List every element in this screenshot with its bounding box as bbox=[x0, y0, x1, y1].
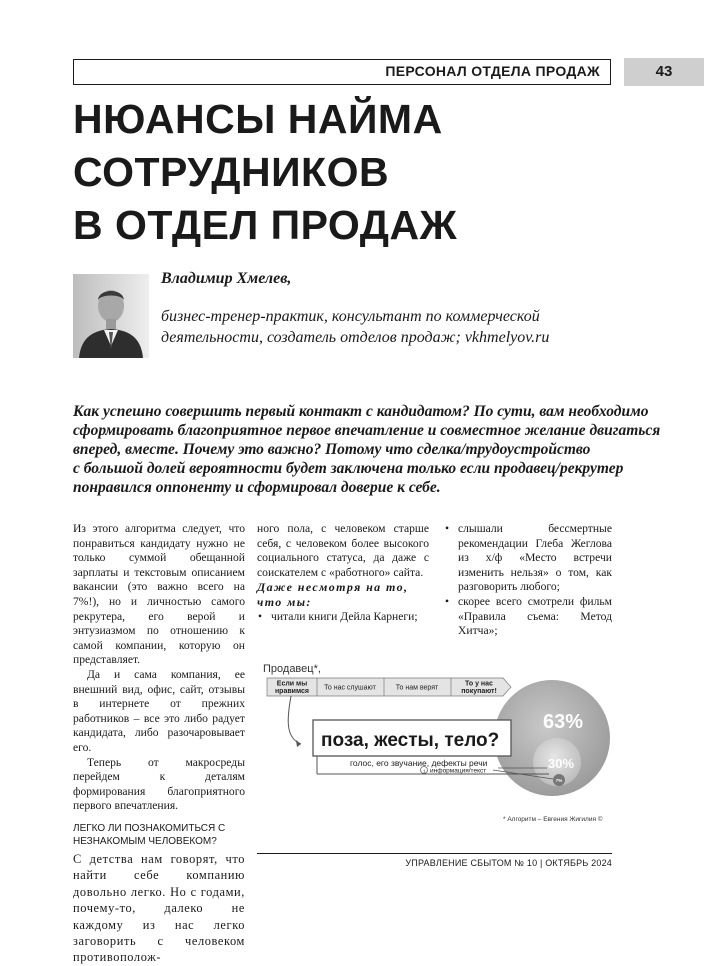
seller-label: Продавец*, bbox=[263, 663, 321, 675]
voice-text: голос, его звучание, дефекты речи bbox=[350, 758, 488, 768]
title-line: НЮАНСЫ НАЙМА bbox=[73, 96, 443, 142]
step-label: То нас слушают bbox=[324, 684, 376, 692]
lead-line: с большой долей вероятности будет заключена только если продавец/рекрутер bbox=[73, 460, 624, 477]
body-paragraph: ного пола, с человеком старше себя, с человеком более высокого социального статуса, да даже с соискателем с «работного» сайта. bbox=[257, 522, 429, 579]
list-item: • слышали бессмертные рекомендации Глеба Жеглова из х/ф «Место встречи изменить нельзя» о том, как разговорить любого; bbox=[444, 522, 612, 595]
title-line: В ОТДЕЛ ПРОДАЖ bbox=[73, 202, 458, 248]
section-subheading: ЛЕГКО ЛИ ПОЗНАКОМИТЬСЯ С НЕЗНАКОМЫМ ЧЕЛОВЕКОМ? bbox=[73, 822, 226, 847]
body-paragraph: Да и сама компания, ее внешний вид, офис, сайт, отзывы в интернете от прежних работников – все это либо радует кандидата, либо разочаровывает его. bbox=[73, 667, 245, 754]
article-title bbox=[73, 93, 633, 252]
lead-line: понравился оппоненту и сформировал доверие к себе. bbox=[73, 479, 441, 496]
author-bio-line: деятельности, создатель отделов продаж; vkhmelyov.ru bbox=[161, 329, 550, 346]
footer-divider bbox=[257, 853, 612, 854]
bullet-list bbox=[444, 522, 612, 639]
section-header-box bbox=[73, 59, 611, 85]
algorithm-diagram bbox=[257, 658, 629, 828]
info-number-icon: 1 bbox=[423, 768, 426, 774]
list-item: • скорее всего смотрели фильм «Правила съема: Метод Хитча»; bbox=[444, 595, 612, 639]
list-item: • читали книги Дейла Карнеги; bbox=[257, 610, 429, 625]
body-column-2 bbox=[257, 522, 429, 624]
section-label: ПЕРСОНАЛ ОТДЕЛА ПРОДАЖ bbox=[385, 63, 600, 79]
body-paragraph: С детства нам говорят, что найти себе компанию довольно легко. Но с годами, почему-то, далеко не каждому из нас легко заговорить с человеком противополож- bbox=[73, 851, 245, 965]
info-text: информация/текст bbox=[430, 767, 487, 775]
author-photo bbox=[73, 274, 149, 358]
diagram-credit: * Алгоритм – Евгения Жигилия © bbox=[503, 816, 603, 823]
body-column-3 bbox=[444, 522, 612, 639]
title-line: СОТРУДНИКОВ bbox=[73, 149, 390, 195]
body-paragraph: Теперь от макросреды перейдем к деталям формирования благоприятного первого впечатления. bbox=[73, 755, 245, 813]
step-label: То нам верят bbox=[395, 684, 439, 692]
percent-7: 7% bbox=[555, 778, 563, 783]
percent-63: 63% bbox=[542, 711, 584, 733]
author-bio bbox=[161, 306, 581, 348]
percent-30: 30% bbox=[547, 756, 575, 771]
emphasis-line: Даже несмотря на то, что мы: bbox=[257, 580, 409, 609]
bullet-list bbox=[257, 610, 429, 625]
lead-line: Как успешно совершить первый контакт с кандидатом? По сути, вам необходимо bbox=[73, 403, 649, 420]
steps-arrow bbox=[267, 678, 511, 696]
author-name: Владимир Хмелев, bbox=[161, 270, 292, 287]
step-label: То у нас покупают! bbox=[461, 680, 497, 695]
body-paragraph: Из этого алгоритма следует, что понравиться кандидату нужно не только суммой обещанной зарплаты и текстовым описанием вакансии (это важно всего на 7%!), но и личностью самого рекрутера, его верой и энтузиазмом по отношению к самой компании, которую он представляет. bbox=[73, 522, 245, 667]
body-column-1 bbox=[73, 522, 245, 966]
lead-line: вперед, вместе. Почему это важно? Потому что сделка/трудоустройство bbox=[73, 441, 591, 458]
author-bio-line: бизнес-тренер-практик, консультант по коммерческой bbox=[161, 308, 540, 325]
lead-paragraph bbox=[73, 402, 661, 497]
lead-line: сформировать благоприятное первое впечатление и совместное желание двигаться bbox=[73, 422, 661, 439]
main-question-text: поза, жесты, тело? bbox=[321, 730, 500, 751]
page-number: 43 bbox=[624, 58, 704, 86]
step-label: Если мы нравимся bbox=[274, 680, 310, 695]
footer-text: УПРАВЛЕНИЕ СБЫТОМ № 10 | ОКТЯБРЬ 2024 bbox=[405, 858, 612, 868]
